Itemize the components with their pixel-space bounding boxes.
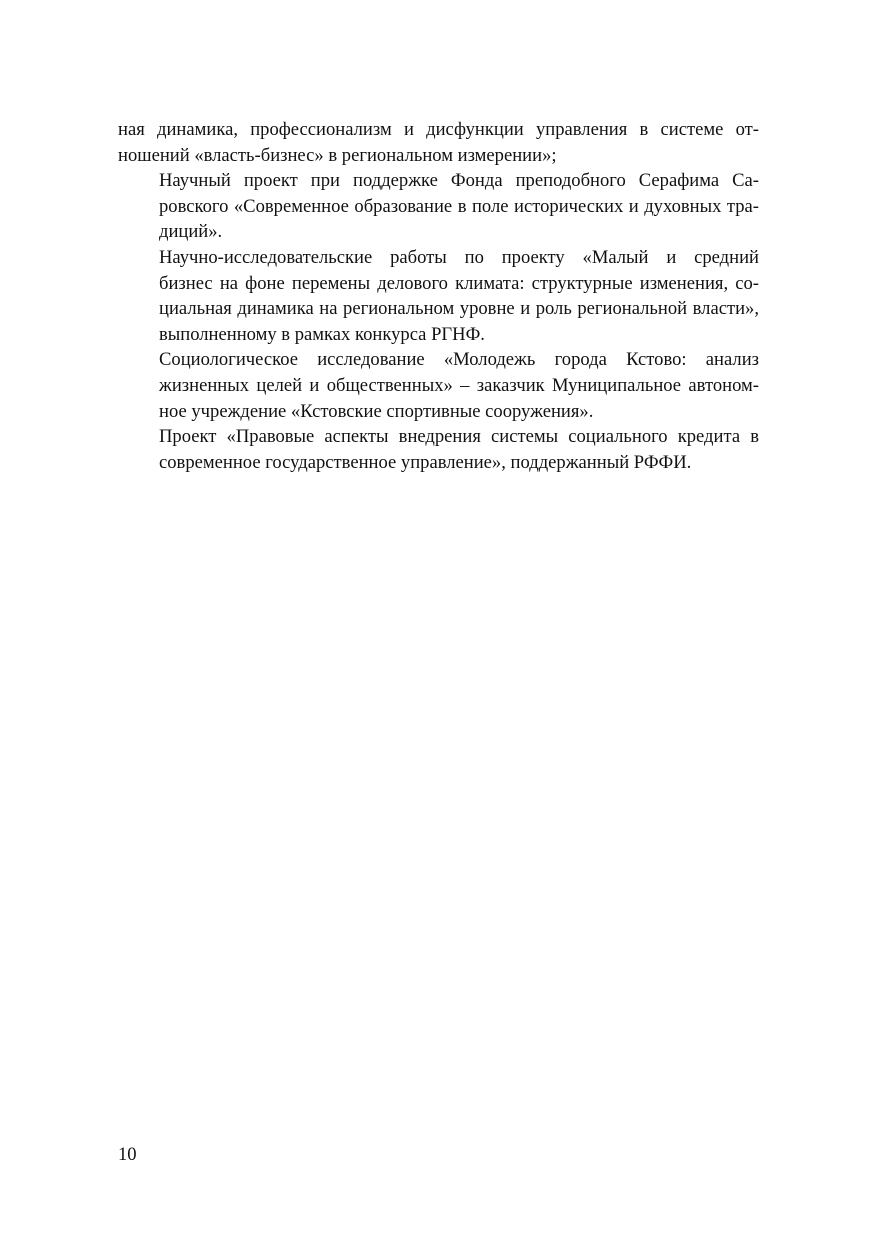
body-text [118, 117, 759, 475]
text-line: ное учреждение «Кстовские спортивные сооружения». [159, 400, 594, 422]
paragraph-rgnf-research [118, 245, 759, 347]
text-line: выполненному в рамках конкурса РГНФ. [159, 323, 485, 345]
paragraph-kstovo-study [118, 347, 759, 424]
text-line: Социологическое исследование «Молодежь города Кстово: анализ [159, 349, 759, 371]
text-line: циальная динамика на региональном уровне и роль региональной власти», [159, 298, 759, 320]
paragraph-continuation [118, 117, 759, 168]
text-line: бизнес на фоне перемены делового климата: структурные изменения, со- [159, 272, 759, 294]
text-line: современное государственное управление», поддержанный РФФИ. [159, 451, 692, 473]
text-line: жизненных целей и общественных» – заказчик Муниципальное автоном- [159, 374, 759, 396]
text-line: Научный проект при поддержке Фонда преподобного Серафима Са- [159, 170, 759, 192]
page-number: 10 [118, 1144, 137, 1165]
paragraph-seraphim-project [118, 168, 759, 245]
text-line: ная динамика, профессионализм и дисфункции управления в системе от- [118, 119, 759, 140]
paragraph-social-credit-project [118, 424, 759, 475]
text-line: Проект «Правовые аспекты внедрения системы социального кредита в [159, 426, 759, 448]
text-line: ношений «власть-бизнес» в региональном измерении»; [118, 144, 557, 166]
text-line: ровского «Современное образование в поле исторических и духовных тра- [159, 195, 759, 217]
text-line: диций». [159, 221, 223, 243]
text-line: Научно-исследовательские работы по проекту «Малый и средний [159, 246, 759, 268]
